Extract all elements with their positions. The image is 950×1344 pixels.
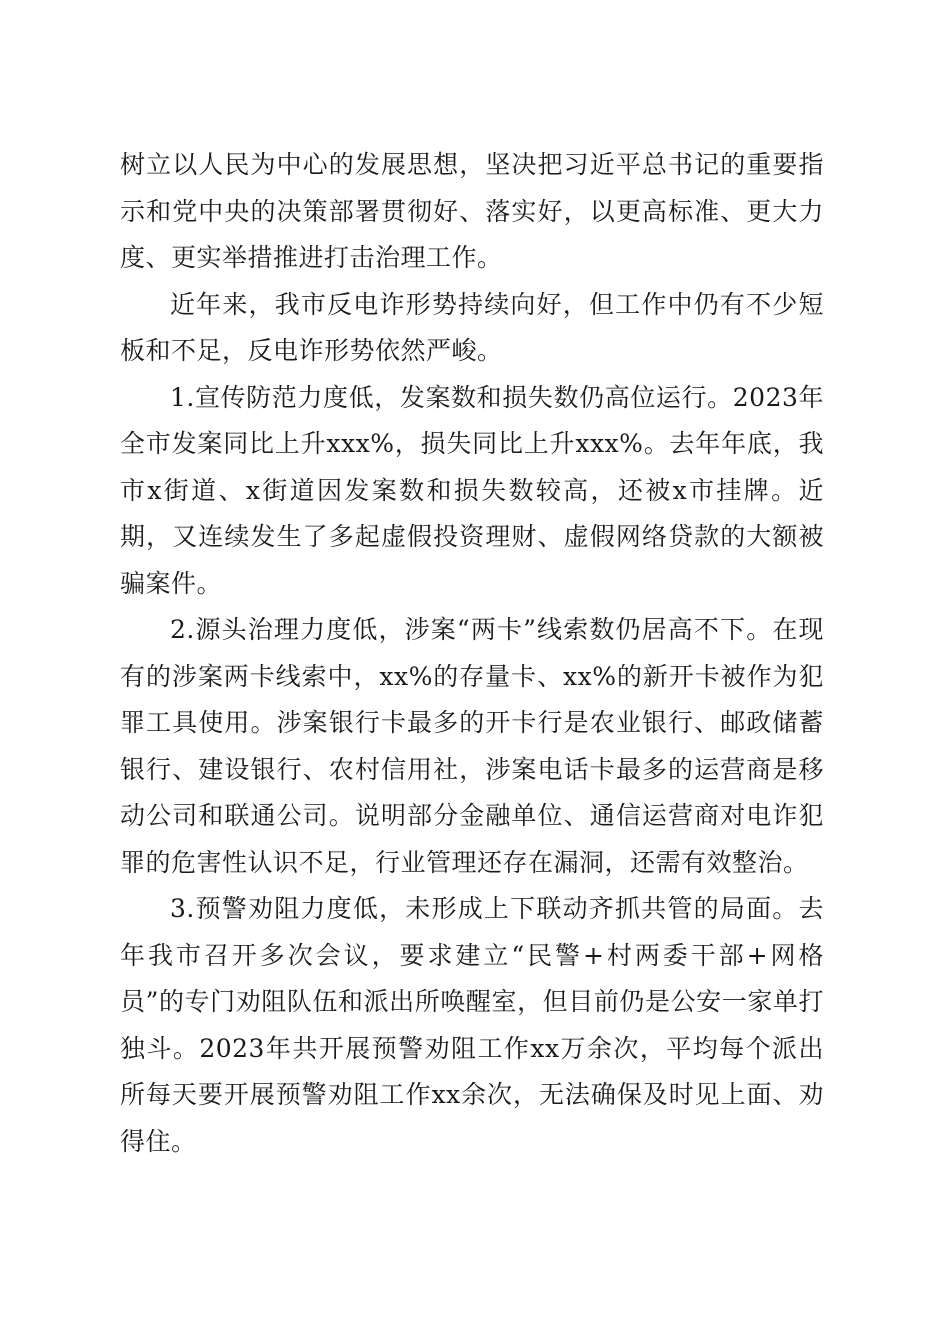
paragraph-intro: 近年来，我市反电诈形势持续向好，但工作中仍有不少短板和不足，反电诈形势依然严峻。 bbox=[120, 289, 824, 365]
paragraph-item-2: 2.源头治理力度低，涉案“两卡”线索数仍居高不下。在现有的涉案两卡线索中，xx%的存量卡、xx%的新开卡被作为犯罪工具使用。涉案银行卡最多的开卡行是农业银行、邮政储蓄银行、建设银行、农村信用社，涉案电话卡最多的运营商是移动公司和联通公司。说明部分金融单位、通信运营商对电诈犯罪的危害性认识不足，行业管理还存在漏洞，还需有效整治。 bbox=[120, 615, 824, 877]
document-body bbox=[120, 142, 824, 1165]
paragraph-item-1: 1.宣传防范力度低，发案数和损失数仍高位运行。2023年全市发案同比上升xxx%，损失同比上升xxx%。去年年底，我市x街道、x街道因发案数和损失数较高，还被x市挂牌。近期，又连续发生了多起虚假投资理财、虚假网络贷款的大额被骗案件。 bbox=[120, 382, 824, 598]
paragraph-item-3: 3.预警劝阻力度低，未形成上下联动齐抓共管的局面。去年我市召开多次会议，要求建立“民警+村两委干部+网格员”的专门劝阻队伍和派出所唤醒室，但目前仍是公安一家单打独斗。2023年共开展预警劝阻工作xx万余次，平均每个派出所每天要开展预警劝阻工作xx余次，无法确保及时见上面、劝得住。 bbox=[120, 894, 824, 1156]
paragraph-continuation: 树立以人民为中心的发展思想，坚决把习近平总书记的重要指示和党中央的决策部署贯彻好、落实好，以更高标准、更大力度、更实举措推进打击治理工作。 bbox=[120, 150, 824, 272]
